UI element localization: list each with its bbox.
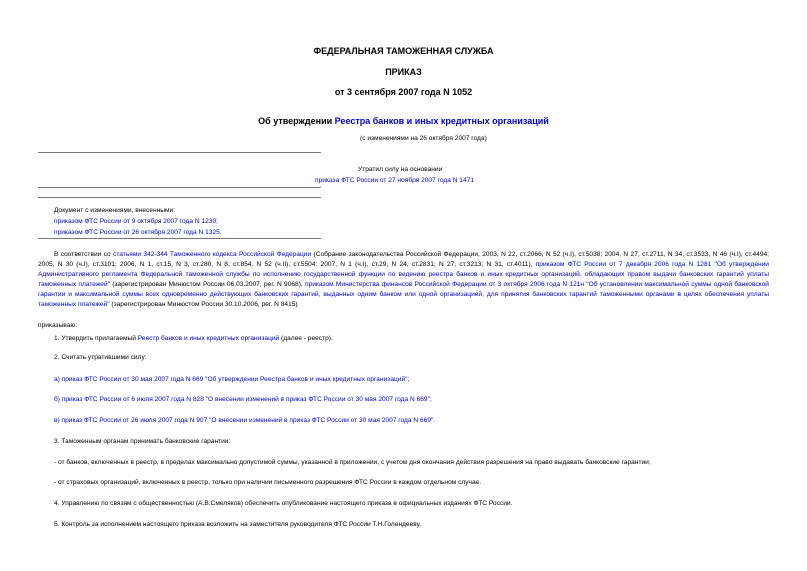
item-1-text: 1. Утвердить прилагаемый [54, 335, 138, 342]
divider-2 [38, 187, 321, 188]
item-1 [54, 335, 333, 342]
preamble-text-3: (зарегистрирован Минюстом России 06.03.2007, рег. N 9068), [109, 281, 305, 288]
preamble-text-1: В соответствии со [54, 251, 114, 258]
change-link-2[interactable]: приказом ФТС России от 26 октября 2007 года N 1325. [54, 229, 222, 236]
changes-box [54, 205, 222, 238]
agency-heading: ФЕДЕРАЛЬНАЯ ТАМОЖЕННАЯ СЛУЖБА [313, 46, 494, 56]
customs-code-link[interactable]: статьями 342-344 Таможенного кодекса Российской Федерации [113, 251, 312, 258]
lost-force-link[interactable]: приказа ФТС России от 27 ноября 2007 года N 1471 [315, 177, 474, 184]
title-prefix: Об утверждении [258, 116, 335, 126]
prikazyvayu: приказываю: [38, 322, 78, 329]
changes-label: Документ с изменениями, внесенными: [54, 207, 176, 214]
item-3: 3. Таможенным органам принимать банковские гарантии: [54, 438, 231, 445]
preamble-text-2: (Собрание законодательства Российской Федерации, 2003, N 22, ст.2066, N 52 (ч.I), ст.5038; 2004, N 27, ст.2711, N 34, ст.3533, N 46 (ч.I), ст.4494; 2005, N 30 (ч.I), ст.3101; 2006, N 1, ст.15, N 3, ст.280, N 8, ст.854, N 52 (ч.II), ст.5504; 2007, N 1 (ч.I), ст.29, N 24, ст.2831; N 27, ст.3213; N 31, ст.4011), [38, 251, 769, 268]
divider-3 [38, 197, 321, 198]
item-2b-link[interactable]: б) приказ ФТС России от 6 июля 2007 года N 828 "О внесении изменений в приказ ФТС России от 30 мая 2007 года N 669"; [54, 396, 432, 403]
item-2v-link[interactable]: в) приказ ФТС России от 26 июля 2007 года N 907 "О внесении изменений в приказ ФТС России от 30 мая 2007 года N 669". [54, 417, 436, 424]
preamble-paragraph [38, 250, 769, 310]
item-1-tail: (далее - реестр). [279, 335, 333, 342]
item-4: 4. Управлению по связям с общественностью (А.В.Смеляков) обеспечить опубликование настоящего приказа в официальных изданиях ФТС России. [54, 500, 513, 507]
item-2a-link[interactable]: а) приказ ФТС России от 30 мая 2007 года N 669 "Об утверждении Реестра банков и иных кредитных организаций"; [54, 376, 410, 383]
item-3-2: - от страховых организаций, включенных в реестр, только при наличии письменного разрешения ФТС России в каждом отдельном случае. [54, 479, 482, 486]
change-link-1[interactable]: приказом ФТС России от 9 октября 2007 года N 1230; [54, 218, 218, 225]
registry-title-link[interactable]: Реестра банков и иных кредитных организаций [334, 116, 549, 126]
item-2: 2. Считать утратившими силу: [54, 354, 147, 361]
doc-type-heading: ПРИКАЗ [385, 67, 422, 77]
date-number-heading: от 3 сентября 2007 года N 1052 [334, 87, 473, 97]
subtitle: (с изменениями на 26 октября 2007 года) [360, 135, 487, 142]
order-1281-link[interactable]: приказом ФТС России от 7 декабря 2006 года N 1281 "Об утверждении Административного регламента Федеральной таможенной службы по исполнению государственной функции по ведению реестра банков и иных кредитных организаций, обладающих правом выдачи банковских гарантий уплаты таможенных платежей" [38, 261, 769, 288]
lost-force-label: Утратил силу на основании [358, 166, 443, 173]
document-title [0, 116, 807, 126]
item-3-1: - от банков, включенных в реестр, в пределах максимально допустимой суммы, указанной в приложении, с учетом дня окончания действия разрешения на право выдавать банковские гарантии; [54, 459, 651, 466]
minfin-order-link[interactable]: приказом Министерства финансов Российской Федерации от 3 октября 2006 года N 121н "Об установлении максимальной суммы одной банковской гарантии и максимальной суммы всех одновременно действующих банковских гарантий, выданных одним банком или одной организацией, для принятия банковских гарантий таможенными органами в целях обеспечения уплаты таможенных платежей" [38, 281, 769, 308]
item-5: 5. Контроль за исполнением настоящего приказа возложить на заместителя руководителя ФТС России Т.Н.Голендееву. [54, 521, 422, 528]
preamble-text-4: (зарегистрирован Минюстом России 30.10.2006, рег. N 8415) [109, 301, 298, 308]
divider-1 [38, 152, 321, 153]
divider-4 [38, 238, 321, 239]
registry-link[interactable]: Реестр банков и иных кредитных организаций [137, 335, 280, 342]
